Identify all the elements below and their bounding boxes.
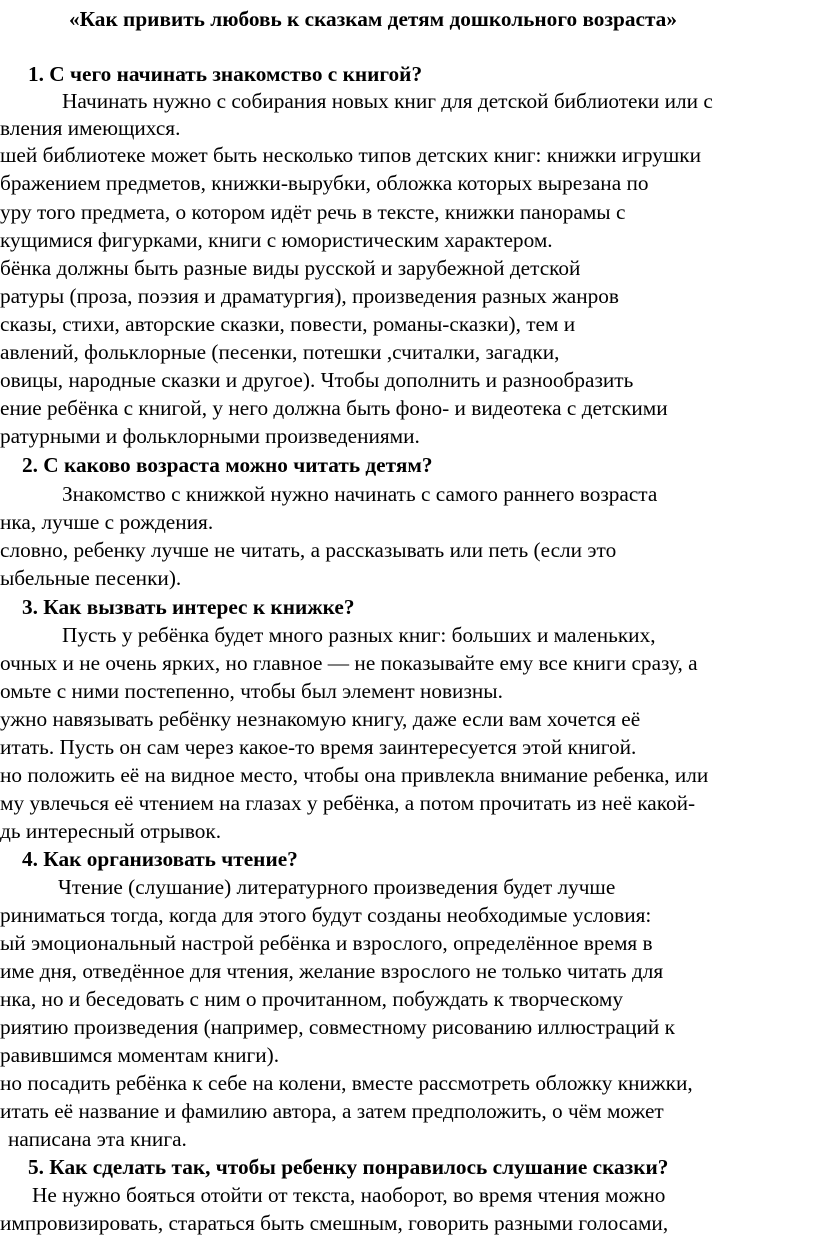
paragraph-line: ужно навязывать ребёнку незнакомую книгу, даже если вам хочется её	[0, 707, 641, 731]
paragraph-line: дь интересный отрывок.	[0, 819, 222, 843]
document-title: «Как привить любовь к сказкам детям дошкольного возраста»	[69, 7, 677, 31]
paragraph-line: омьте с ними постепенно, чтобы был элемент новизны.	[0, 679, 503, 703]
paragraph-line: уру того предмета, о котором идёт речь в тексте, книжки панорамы с	[0, 200, 626, 224]
paragraph-line: итать. Пусть он сам через какое-то время заинтересуется этой книгой.	[0, 735, 637, 759]
paragraph-line: но посадить ребёнка к себе на колени, вместе рассмотреть обложку книжки,	[0, 1071, 693, 1095]
paragraph-line: ый эмоциональный настрой ребёнка и взрослого, определённое время в	[0, 931, 653, 955]
paragraph-line: Пусть у ребёнка будет много разных книг: больших и маленьких,	[62, 623, 656, 647]
paragraph-line: ыбельные песенки).	[0, 566, 182, 590]
section-heading-2: 2. С каково возраста можно читать детям?	[22, 453, 433, 477]
section-heading-3: 3. Как вызвать интерес к книжке?	[22, 595, 355, 619]
paragraph-line: импровизировать, стараться быть смешным, говорить разными голосами,	[0, 1211, 669, 1235]
paragraph-line: кущимися фигурками, книги с юмористическим характером.	[0, 228, 553, 252]
paragraph-line: риятию произведения (например, совместному рисованию иллюстраций к	[0, 1015, 675, 1039]
paragraph-line: очных и не очень ярких, но главное — не показывайте ему все книги сразу, а	[0, 651, 698, 675]
paragraph-line: му увлечься её чтением на глазах у ребёнка, а потом прочитать из неё какой-	[0, 791, 696, 815]
paragraph-line: нка, лучше с рождения.	[0, 510, 214, 534]
paragraph-line: ение ребёнка с книгой, у него должна быть фоно- и видеотека с детскими	[0, 396, 668, 420]
paragraph-line: сказы, стихи, авторские сказки, повести, романы-сказки), тем и	[0, 312, 576, 336]
paragraph-line: име дня, отведённое для чтения, желание взрослого не только читать для	[0, 959, 664, 983]
paragraph-line: Чтение (слушание) литературного произведения будет лучше	[58, 875, 616, 899]
paragraph-line: итать её название и фамилию автора, а затем предположить, о чём может	[0, 1099, 664, 1123]
paragraph-line: словно, ребенку лучше не читать, а рассказывать или петь (если это	[0, 538, 617, 562]
section-heading-1: 1. С чего начинать знакомство с книгой?	[28, 62, 423, 86]
paragraph-line: бражением предметов, книжки-вырубки, обложка которых вырезана по	[0, 171, 649, 195]
paragraph-line: шей библиотеке может быть несколько типов детских книг: книжки игрушки	[0, 143, 701, 167]
paragraph-line: Начинать нужно с собирания новых книг для детской библиотеки или с	[62, 89, 713, 113]
paragraph-line: нка, но и беседовать с ним о прочитанном, побуждать к творческому	[0, 987, 623, 1011]
paragraph-line: написана эта книга.	[8, 1127, 187, 1151]
paragraph-line: но положить её на видное место, чтобы она привлекла внимание ребенка, или	[0, 763, 709, 787]
section-heading-4: 4. Как организовать чтение?	[22, 847, 298, 871]
paragraph-line: авлений, фольклорные (песенки, потешки ,считалки, загадки,	[0, 340, 560, 364]
paragraph-line: ратуры (проза, поэзия и драматургия), произведения разных жанров	[0, 284, 619, 308]
paragraph-line: вления имеющихся.	[0, 116, 181, 140]
paragraph-line: ратурными и фольклорными произведениями.	[0, 424, 420, 448]
paragraph-line: Знакомство с книжкой нужно начинать с самого раннего возраста	[62, 482, 658, 506]
section-heading-5: 5. Как сделать так, чтобы ребенку понравилось слушание сказки?	[28, 1155, 669, 1179]
paragraph-line: овицы, народные сказки и другое). Чтобы дополнить и разнообразить	[0, 368, 634, 392]
paragraph-line: Не нужно бояться отойти от текста, наоборот, во время чтения можно	[32, 1183, 666, 1207]
paragraph-line: равившимся моментам книги).	[0, 1043, 280, 1067]
paragraph-line: бёнка должны быть разные виды русской и зарубежной детской	[0, 256, 581, 280]
paragraph-line: риниматься тогда, когда для этого будут созданы необходимые условия:	[0, 903, 652, 927]
